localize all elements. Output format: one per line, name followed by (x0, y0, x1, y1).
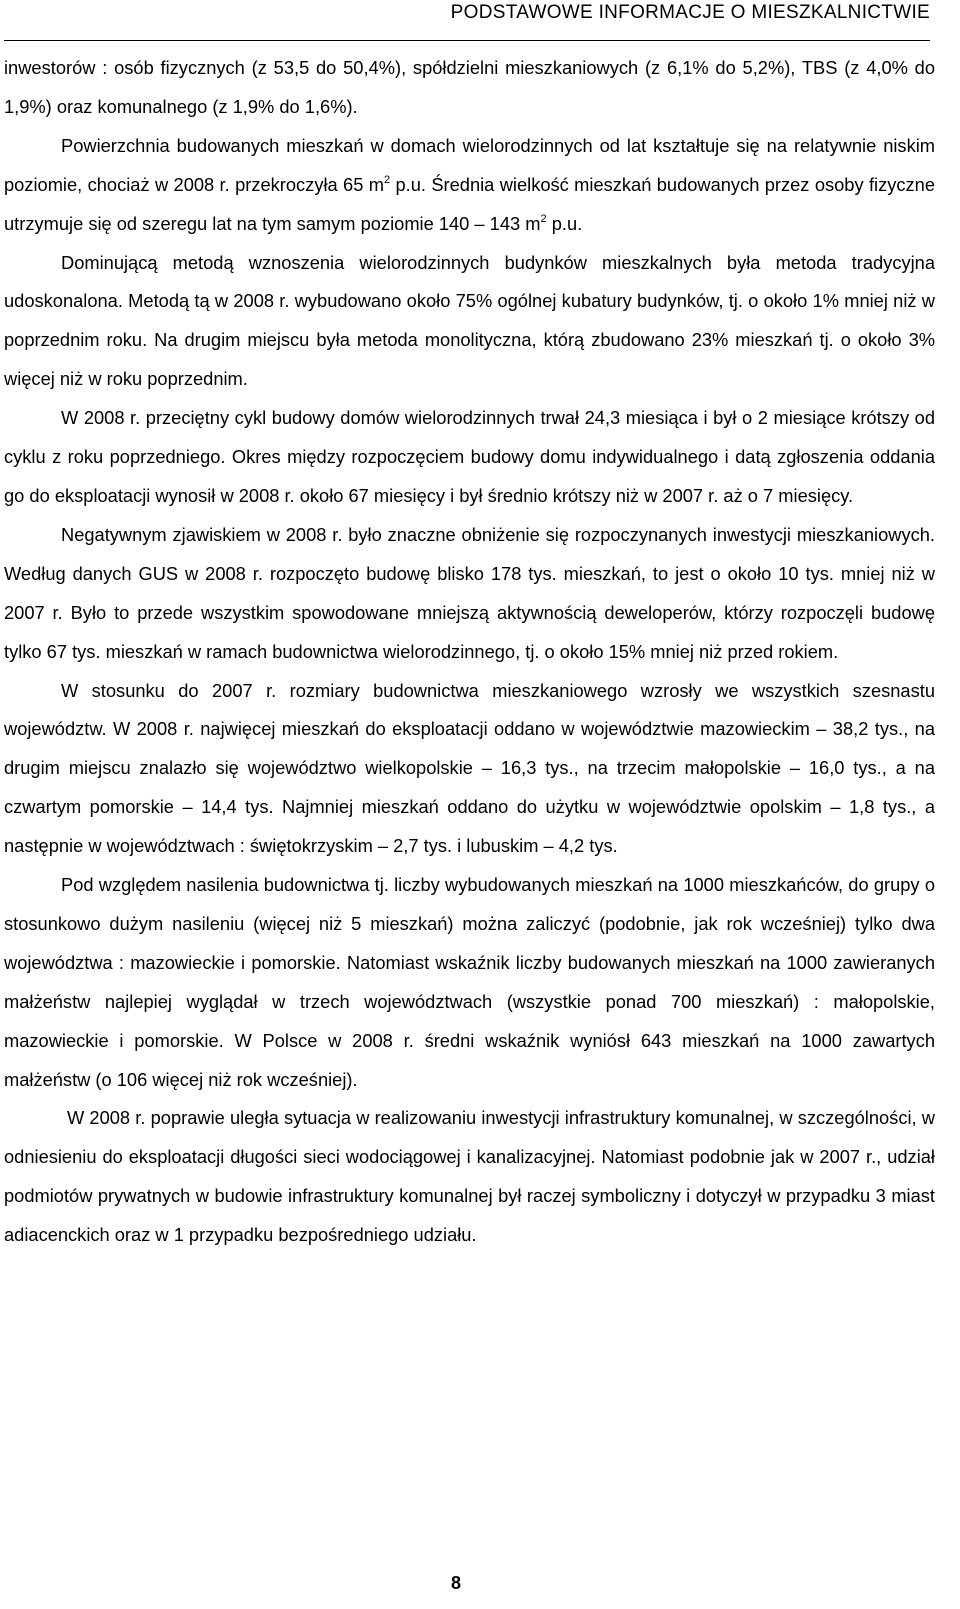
paragraph-construction-method: Dominującą metodą wznoszenia wielorodzinnych budynków mieszkalnych była metoda tradycyjna udoskonalona. Metodą tą w 2008 r. wybudowano około 75% ogólnej kubatury budynków, tj. o około 1% mniej niż w poprzednim roku. Na drugim miejscu była metoda monolityczna, którą zbudowano 23% mieszkań tj. o około 3% więcej niż w roku poprzednim. (4, 251, 935, 390)
paragraph-intensity: Pod względem nasilenia budownictwa tj. liczby wybudowanych mieszkań na 1000 mieszkańców, do grupy o stosunkowo dużym nasileniu (więcej niż 5 mieszkań) można zaliczyć (podobnie, jak rok wcześniej) tylko dwa województwa : mazowieckie i pomorskie. Natomiast wskaźnik liczby budowanych mieszkań na 1000 zawieranych małżeństw najlepiej wyglądał w trzech województwach (wszystkie ponad 700 mieszkań) : małopolskie, mazowieckie i pomorskie. W Polsce w 2008 r. średni wskaźnik wyniósł 643 mieszkań na 1000 zawartych małżeństw (o 106 więcej niż rok wcześniej). (4, 874, 935, 1090)
paragraph-voivodeships: W stosunku do 2007 r. rozmiary budownictwa mieszkaniowego wzrosły we wszystkich szesnastu województw. W 2008 r. najwięcej mieszkań do eksploatacji oddano w województwie mazowieckim – 38,2 tys., na drugim miejscu znalazło się województwo wielkopolskie – 16,3 tys., na trzecim małopolskie – 16,0 tys., a na czwartym pomorskie – 14,4 tys. Najmniej mieszkań oddano do użytku w województwie opolskim – 1,8 tys., a następnie w województwach : świętokrzyskim – 2,7 tys. i lubuskim – 4,2 tys. (4, 679, 935, 857)
body-text (4, 49, 935, 1255)
floor-area-text-2: p.u. Średnia wielkość mieszkań budowanych przez osoby fizyczne utrzymuje się od szeregu lat na tym samym poziomie 140 – 143 m (4, 173, 936, 234)
floor-area-text-3: p.u. (546, 212, 583, 234)
paragraph-investors: inwestorów : osób fizycznych (z 53,5 do 50,4%), spółdzielni mieszkaniowych (z 6,1% do 5,2%), TBS (z 4,0% do 1,9%) oraz komunalnego (z 1,9% do 1,6%). (4, 57, 935, 117)
superscript-2: 2 (540, 212, 547, 225)
floor-area-text-1: Powierzchnia budowanych mieszkań w domach wielorodzinnych od lat kształtuje się na relatywnie niskim poziomie, chociaż w 2008 r. przekroczyła 65 m (4, 134, 935, 195)
superscript-2: 2 (383, 173, 391, 186)
page-number: 8 (451, 1573, 462, 1593)
paragraph-construction-cycle: W 2008 r. przeciętny cykl budowy domów wielorodzinnych trwał 24,3 miesiąca i był o 2 miesiące krótszy od cyklu z roku poprzedniego. Okres między rozpoczęciem budowy domu indywidualnego i datą zgłoszenia oddania go do eksploatacji wynosił w 2008 r. około 67 miesięcy i był średnio krótszy niż w 2007 r. aż o 7 miesięcy. (4, 407, 935, 506)
running-header: PODSTAWOWE INFORMACJE O MIESZKALNICTWIE (450, 2, 930, 23)
paragraph-infrastructure: W 2008 r. poprawie uległa sytuacja w realizowaniu inwestycji infrastruktury komunalnej, w szczególności, w odniesieniu do eksploatacji długości sieci wodociągowej i kanalizacyjnej. Natomiast podobnie jak w 2007 r., udział podmiotów prywatnych w budowie infrastruktury komunalnej był raczej symboliczny i dotyczył w przypadku 3 miast adiacenckich oraz w 1 przypadku bezpośredniego udziału. (4, 1107, 935, 1246)
paragraph-floor-area (4, 127, 935, 244)
header-rule (4, 40, 930, 41)
paragraph-investment-decline: Negatywnym zjawiskiem w 2008 r. było znaczne obniżenie się rozpoczynanych inwestycji mieszkaniowych. Według danych GUS w 2008 r. rozpoczęto budowę blisko 178 tys. mieszkań, to jest o około 10 tys. mniej niż w 2007 r. Było to przede wszystkim spowodowane mniejszą aktywnością deweloperów, którzy rozpoczęli budowę tylko 67 tys. mieszkań w ramach budownictwa wielorodzinnego, tj. o około 15% mniej niż przed rokiem. (4, 523, 935, 662)
